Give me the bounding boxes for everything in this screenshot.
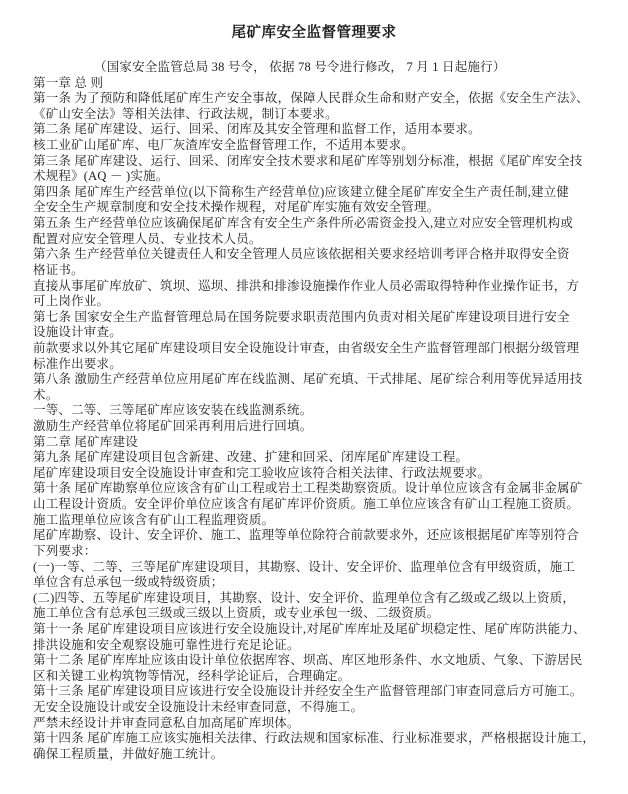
document-body xyxy=(33,60,613,762)
document-subtitle: （国家安全监管总局 38 号令， 依据 78 号令进行修改， 7 月 1 日起施行） xyxy=(94,60,506,74)
document-line: 第十一条 尾矿库建设项目应该进行安全设施设计,对尾矿库库址及尾矿坝稳定性、尾矿库防洪能力、 xyxy=(33,621,586,636)
document-line: 标准作出要求。 xyxy=(33,356,122,371)
document-lines xyxy=(33,76,613,763)
document-line: 排洪设施和安全观察设施可靠性进行充足论证。 xyxy=(33,637,300,652)
document-line: 第十三条 尾矿库建设项目应该进行安全设施设计并经安全生产监督管理部门审查同意后方可施工。 xyxy=(33,684,583,699)
document-line: 第十条 尾矿库勘察单位应该含有矿山工程或岩土工程类勘察资质。设计单位应该含有金属非金属矿 xyxy=(33,481,583,496)
document-line: 第八条 激励生产经营单位应用尾矿库在线监测、尾矿充填、干式排尾、尾矿综合利用等优异适用技 xyxy=(33,372,583,387)
document-line: 无安全设施设计或安全设施设计未经审查同意，不得施工。 xyxy=(33,699,364,714)
document-line: 施工单位含有总承包三级或三级以上资质，或专业承包一级、二级资质。 xyxy=(33,606,440,621)
document-line: 第十四条 尾矿库施工应该实施相关法律、行政法规和国家标准、行业标准要求，严格根据设计施工， xyxy=(33,731,596,746)
document-line: 术。 xyxy=(33,387,59,402)
document-line: (二)四等、五等尾矿库建设项目，其勘察、设计、安全评价、监理单位含有乙级或乙级以上资质， xyxy=(33,590,576,605)
document-line: 第二条 尾矿库建设、运行、回采、闭库及其安全管理和监督工作，适用本要求。 xyxy=(33,122,481,137)
document-line: 配置对应安全管理人员、专业技术人员。 xyxy=(33,231,262,246)
document-line: 第七条 国家安全生产监督管理总局在国务院要求职责范围内负责对相关尾矿库建设项目进行安全 xyxy=(33,309,570,324)
document-line: 全安全生产规章制度和安全技术操作规程，对尾矿库实施有效安全管理。 xyxy=(33,200,440,215)
document-line: 下列要求： xyxy=(33,543,97,558)
document-line: 第四条 尾矿库生产经营单位(以下简称生产经营单位)应该建立健全尾矿库安全生产责任制,建立健 xyxy=(33,184,570,199)
document-line: 《矿山安全法》等相关法律、行政法规，制订本要求。 xyxy=(33,106,338,121)
document-line: 尾矿库建设项目安全设施设计审查和完工验收应该符合相关法律、行政法规要求。 xyxy=(33,465,491,480)
document-line: 第九条 尾矿库建设项目包含新建、改建、扩建和回采、闭库尾矿库建设工程。 xyxy=(33,450,469,465)
document-line: 可上岗作业。 xyxy=(33,294,110,309)
document-line: 核工业矿山尾矿库、电厂灰渣库安全监督管理工作，不适用本要求。 xyxy=(33,138,415,153)
document-line: 确保工程质量，并做好施工统计。 xyxy=(33,746,224,761)
document-line: 一等、二等、三等尾矿库应该安装在线监测系统。 xyxy=(33,403,313,418)
document-line: 术规程》(AQ － )实施。 xyxy=(33,169,169,184)
document-line: 激励生产经营单位将尾矿回采再利用后进行回填。 xyxy=(33,419,313,434)
document-line: 尾矿库勘察、设计、安全评价、施工、监理等单位除符合前款要求外，还应该根据尾矿库等别符合 xyxy=(33,528,580,543)
document-line: 山工程设计资质。安全评价单位应该含有尾矿库评价资质。施工单位应该含有矿山工程施工资质。 xyxy=(33,497,580,512)
document-line: 第六条 生产经营单位关键责任人和安全管理人员应该依据相关要求经培训考评合格并取得安全资 xyxy=(33,247,570,262)
document-line: 施工监理单位应该含有矿山工程监理资质。 xyxy=(33,512,275,527)
document-line: 第一条 为了预防和降低尾矿库生产安全事故，保障人民群众生命和财产安全，依据《安全生产法》、 xyxy=(33,91,589,106)
document-line: (一)一等、二等、三等尾矿库建设项目，其勘察、设计、安全评价、监理单位含有甲级资质，施工 xyxy=(33,559,576,574)
document-line: 区和关键工业构筑物等情况，经科学论证后，合理确定。 xyxy=(33,668,351,683)
document-line: 直接从事尾矿库放矿、筑坝、巡坝、排洪和排渗设施操作作业人员必需取得特种作业操作证书，方 xyxy=(33,278,580,293)
document-line: 设施设计审查。 xyxy=(33,325,122,340)
document-line: 第二章 尾矿库建设 xyxy=(33,434,138,449)
document-line: 前款要求以外其它尾矿库建设项目安全设施设计审查，由省级安全生产监督管理部门根据分级管理 xyxy=(33,340,580,355)
document-line: 单位含有总承包一级或特级资质； xyxy=(33,575,224,590)
document-line: 第五条 生产经营单位应该确保尾矿库含有安全生产条件所必需资金投入,建立对应安全管理机构或 xyxy=(33,216,574,231)
document-title: 尾矿库安全监督管理要求 xyxy=(231,25,397,41)
document-line: 第三条 尾矿库建设、运行、回采、闭库安全技术要求和尾矿库等别划分标准，根据《尾矿库安全技 xyxy=(33,153,583,168)
document-line: 格证书。 xyxy=(33,262,84,277)
document-line: 严禁未经设计并审查同意私自加高尾矿库坝体。 xyxy=(33,715,300,730)
document-line: 第一章 总 则 xyxy=(33,75,104,90)
document-line: 第十二条 尾矿库库址应该由设计单位依据库容、坝高、库区地形条件、水文地质、气象、下游居民 xyxy=(33,653,583,668)
